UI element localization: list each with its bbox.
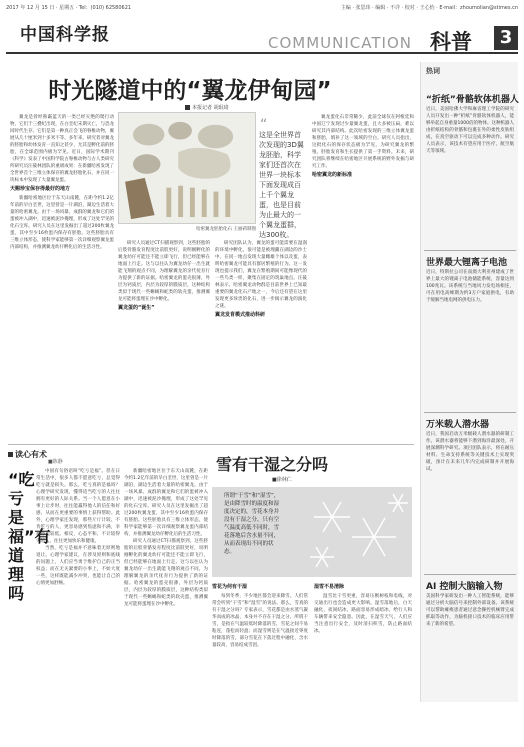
sidebar-item-2-title: 世界最大锂离子电池 xyxy=(426,258,508,268)
main-headline: 时光隧道中的“翼龙伊甸园” xyxy=(48,78,332,104)
snow-col-2-text: 湿雪比干雪更重，容易压断树枝和电线，对交通出行也会造成更大影响。湿雪落地后，白天融化、夜间结冰，路面容易形成暗冰，给行人和车辆带来安全隐患。因此，在湿雪天气，人们应当注意出行安全，及时清扫积雪，防止路面结冰。 xyxy=(314,594,412,634)
article-subhead-1: 天赐珍宝保存得最好的地方 xyxy=(10,186,71,192)
article-subhead-4: 哈密翼龙的新标准 xyxy=(312,172,353,178)
snow-subhead-2: 湿雪不易清除 xyxy=(314,584,345,590)
sidebar-item-3-title: 万米载人潜水器 xyxy=(426,420,490,430)
sidebar-tag: 热词 xyxy=(426,67,440,75)
paper-name: 中国科学报 xyxy=(20,25,110,45)
sidebar-rule xyxy=(424,574,516,575)
article-col-1b-text: 新疆哈密地区位于东天山南麓，在距今约1.2亿年前的早白垩世，这里曾是一片湖泊，湖边生活着大量的哈密翼龙。由于一场风暴，成群的翼龙和它们的蛋被冲入湖中，迅速被泥沙掩埋，形成了这处罕见的化石宝库。研究人员在这里发掘出了超过200枚翼龙蛋，其中至少16枚蛋内保存有胚胎。这些胚胎具有三维立体形态，使科学家能够第一次详细观察翼龙蛋内部结构，并推测翼龙幼仔孵化后的生活习性。 xyxy=(10,196,114,250)
section-name-cn: 科普 xyxy=(430,30,472,54)
masthead xyxy=(6,14,518,54)
article-continuation xyxy=(124,468,208,736)
article-col-3 xyxy=(215,240,307,440)
section-divider xyxy=(8,444,414,445)
byline-text: 本报记者 胡珉琦 xyxy=(192,105,229,111)
section-name-en: COMMUNICATION xyxy=(268,34,412,52)
top-info-line xyxy=(6,2,518,12)
sidebar-item-1-text: 近日，美国哈佛大学和麻省理工学院的研究人员开发出一种“折纸”骨骼软体机器人，能够举起自身重量1000倍的物体。这种机器人由折纸结构的骨骼和包裹在外的柔性皮肤组成，在真空驱动下可以完成多种动作。研究人员表示，该技术有望应用于医疗、航空航天等领域。 xyxy=(426,107,514,154)
article-subhead-3: 翼龙发育模式推动科研 xyxy=(215,312,266,318)
article-col-2 xyxy=(118,240,210,440)
column-marker-icon xyxy=(8,452,13,457)
column-text-1: 中国有句俗语叫“吃亏是福”。但在日常生活中，很多人都不愿意吃亏，总觉得吃亏就是损失。那么，吃亏真的是福吗？心理学研究发现，懂得适当吃亏的人往往拥有更好的人际关系。当一个人愿意在小事上让步时，往往能赢得他人的信任和好感，从而在更重要的事情上获得帮助。此外，心理学家还发现，那些斤斤计较、不肯吃亏的人，更容易感到焦虑和不满，幸福感也较低。相反，心态平和、不计较得失的人，往往更加快乐和健康。 xyxy=(36,469,120,544)
sidebar-item-3-text: 近日，我国启动万米级载人潜水器的研制工作。该潜水器将能够下潜到海洋最深处，开展深渊科学研究。项目团队表示，将在耐压材料、生命支持系统等关键技术上实现突破，预计在未来几年内完成研制并开展海试。 xyxy=(426,432,514,472)
snow-headline: 雪有干湿之分吗 xyxy=(216,455,329,474)
column-vertical-title: “吃亏是福”有道理吗 xyxy=(8,470,51,603)
sidebar-item-4-title: AI 控制大脑输入物 xyxy=(426,582,503,592)
page-number: 3 xyxy=(494,26,518,50)
byline-marker-icon xyxy=(185,105,190,110)
article-col-2-text: 研究人员通过CT扫描观察到，这些胚胎的后肢骨骼发育程度比前肢更好，说明刚孵化的翼龙幼仔可能还不能立即飞行，但已经能够在地面上行走。这与以往认为翼龙幼仔一出生就能飞翔的观点不同，为理解翼龙的亲代抚育行为提供了新的证据。哈密翼龙的蛋壳很薄，外层为钙质层，内层为较厚的膜质层，这种结构类似于现代一些蜥蜴和蛇类的软壳蛋，推测翼龙可能将蛋埋在沙中孵化。 xyxy=(118,241,210,302)
date-line: 2017 年 12 月 15 日 · 星期五 · Tel：(010) 62580621 xyxy=(6,4,132,11)
continuation-text-2: 研究人员通过CT扫描观察到，这些胚胎的后肢骨骼发育程度比前肢更好，说明刚孵化的翼龙幼仔可能还不能立即飞行，但已经能够在地面上行走。这与以往认为翼龙幼仔一出生就能飞翔的观点不同，为理解翼龙的亲代抚育行为提供了新的证据。哈密翼龙的蛋壳很薄，外层为钙质层，内层为较厚的膜质层，这种结构类似于现代一些蜥蜴和蛇类的软壳蛋，推测翼龙可能将蛋埋在沙中孵化。 xyxy=(124,539,208,607)
column-text xyxy=(36,468,120,736)
article-subhead-2: 翼龙蛋的“诞生” xyxy=(118,305,155,311)
column-text-2: 当然，吃亏是福并不意味着无原则地退让。心理学家建议，在涉及原则和底线的问题上，人们应当勇于维护自己的正当权益；而在无关紧要的小事上，不妨大度一些，这样既能减少冲突，也能让自己的心情更加舒畅。 xyxy=(36,546,120,586)
sidebar-item-1-title: “折纸”骨骼软体机器人 xyxy=(426,95,519,105)
article-col-4-text: 翼龙蛋化石非常稀少，此前全球仅在阿根廷和中国辽宁发现过少量翼龙蛋，且大多被压扁，难以研究其内部结构。此次哈密发现的三维立体翼龙蛋和胚胎，填补了这一领域的空白。研究人员指出，这批化石的保存状态极为罕见，为研究翼龙的繁殖、胚胎发育和生长提供了第一手资料。未来，研究团队将继续在哈密地区开展系统的野外发掘与研究工作。 xyxy=(312,115,414,169)
fossil-photo xyxy=(118,112,256,224)
snow-pull-quote: 所谓“干雪”和“湿雪”，是由降雪时的温度和湿度决定的，雪花本身并没有干湿之分，只有空气温度高低不同时，雪花落地后含水量不同，从而表现出不同的状态。 xyxy=(224,493,280,555)
column-tag-text: 读心有术 xyxy=(15,450,47,459)
sidebar-rule xyxy=(424,250,516,251)
snow-subhead-1: 雪花为何有干湿 xyxy=(212,584,248,590)
column-tag xyxy=(8,449,47,460)
snow-byline: ■徐林仁 xyxy=(272,477,292,483)
fossil-illustration xyxy=(119,113,255,223)
sidebar-rule xyxy=(424,412,516,413)
snow-col-1 xyxy=(212,582,308,736)
article-col-1 xyxy=(10,114,114,299)
column-author: ■陈静 xyxy=(48,459,63,465)
snow-col-1-text: 每到冬季，不少地区都会迎来降雪。人们常常会听到“干雪”和“湿雪”的说法。那么，雪真的有干湿之分吗？专家表示，雪花都是由水蒸气凝华而成的冰晶，本身并不存在干湿之分。所谓干雪，是指在气温较低时降落的雪，雪花之间不易粘连，蓬松而轻盈；而湿雪则是在气温接近零度时降落的雪，部分雪花在下落过程中融化，含水量较高，容易结成雪团。 xyxy=(212,594,308,648)
pull-quote: 这是全世界首次发现的3D翼龙胚胎，科学家们还首次在世界一块标本下面发现成百上千个翼龙蛋，也是目前为止最大的一个翼龙蛋群，达300枚。 xyxy=(259,131,304,239)
sidebar-item-2-text: 近日，特斯拉公司在南澳大利亚州建成了世界上最大的锂离子电池储能系统，容量达到100兆瓦。该系统与当地风力发电场相连，可在用电高峰期为约3万户家庭供电，有助于缓解当地电网的供电压力。 xyxy=(426,270,514,303)
article-col-3-text: 研究团队认为，翼龙的蛋可能需要在湿润的环境中孵化，很可能是被埋藏在湖边的沙土中。在同一地点发现大量雌雄个体以及蛋，表明哈密翼龙可能具有群居繁殖的行为。这一发现也提示我们，翼龙在繁殖期间可能像现代的一些鸟类一样，聚集在固定的筑巢地点。汪筱林表示，哈密翼龙动物群是目前世界上已知最重要的翼龙化石产地之一，今后还有望在这里发现更多珍贵的化石，进一步揭示翼龙的演化之谜。 xyxy=(215,241,307,309)
photo-caption: 哈密翼龙胚胎化石 王丽莉制图 xyxy=(196,227,256,232)
quote-mark-icon: “ xyxy=(260,117,268,133)
sidebar-item-4-text: 美国科学家研发出一种人工智能系统，能够通过分析大脑信号来控制外部设备。该系统可以帮助瘫痪患者通过意念操控机械臂完成抓取等动作，为脑机接口技术的临床应用带来了新的希望。 xyxy=(426,594,514,627)
article-col-1-text: 翼龙是曾经称霸蓝天的一类已经灭绝的爬行动物，它们于三叠纪出现，在白垩纪末期灭亡，与恐龙同时代生存。它们是第一种真正会飞的脊椎动物，翼展从几十厘米到十多米不等。多年来，研究者对翼龙的胚胎和幼体发育一直知之甚少，尤其是孵化前的胚胎，在全球范围内极为罕见。近日，国际学术期刊《科学》发表了中国科学院古脊椎动物与古人类研究所研究员汪筱林团队的重磅成果：在新疆哈密发现了全世界首个三维立体保存的翼龙胚胎化石，并在同一块标本中发现了大量翼龙蛋。 xyxy=(10,115,114,183)
article-col-4 xyxy=(312,114,414,440)
editor-line: 主编 · 张思玮 · 编辑 · 不详 · 校对 · 王心怡 · E-mail：zhoumolian@stimes.cn xyxy=(340,4,518,11)
continuation-text: 新疆哈密地区位于东天山南麓，在距今约1.2亿年前的早白垩世，这里曾是一片湖泊，湖边生活着大量的哈密翼龙。由于一场风暴，成群的翼龙和它们的蛋被冲入湖中，迅速被泥沙掩埋，形成了这处罕见的化石宝库。研究人员在这里发掘出了超过200枚翼龙蛋，其中至少16枚蛋内保存有胚胎。这些胚胎具有三维立体形态，使科学家能够第一次详细观察翼龙蛋内部结构，并推测翼龙幼仔孵化后的生活习性。 xyxy=(124,469,208,537)
main-byline xyxy=(185,104,229,111)
snow-col-2 xyxy=(314,582,412,736)
